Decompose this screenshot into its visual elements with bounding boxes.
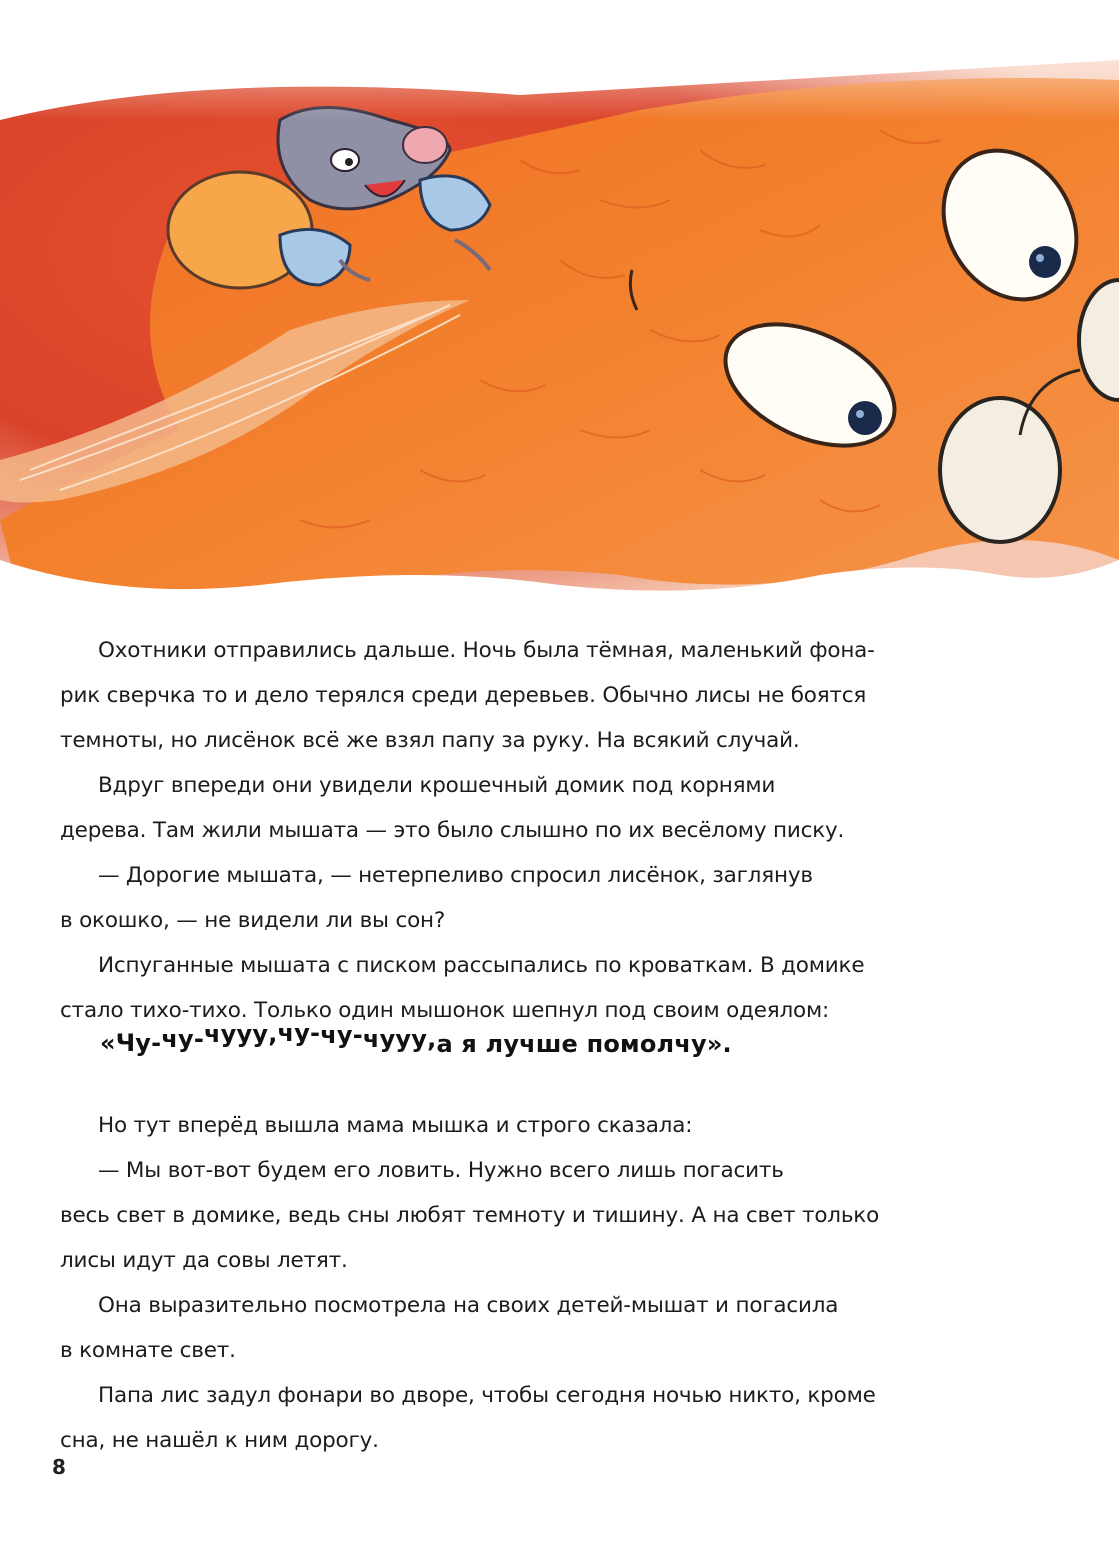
text-line: весь свет в домике, ведь сны любят темноту и тишину. А на свет только (60, 1203, 880, 1228)
paragraph (60, 1103, 1060, 1148)
text-line: в окошко, — не видели ли вы сон? (60, 908, 446, 933)
text-line: рик сверчка то и дело терялся среди деревьев. Обычно лисы не боятся (60, 683, 867, 708)
text-line: Охотники отправились дальше. Ночь была тёмная, маленький фона- (98, 638, 875, 663)
paragraph (60, 628, 1060, 763)
paragraph (60, 853, 1060, 943)
chant-part: чууу, (204, 1020, 278, 1048)
text-line: темноты, но лисёнок всё же взял папу за руку. На всякий случай. (60, 728, 800, 753)
chant-part: а я лучше помолчу». (436, 1030, 732, 1058)
text-line: Вдруг впереди они увидели крошечный домик под корнями (98, 773, 776, 798)
chant-part: чууу, (362, 1025, 437, 1053)
story-text-continued (60, 1103, 1060, 1463)
paragraph (60, 763, 1060, 853)
page-number: 8 (52, 1455, 66, 1479)
chant-part: чу- (320, 1021, 363, 1049)
text-line: лисы идут да совы летят. (60, 1248, 348, 1273)
text-line: — Мы вот-вот будем его ловить. Нужно всего лишь погасить (98, 1158, 784, 1183)
mouse-eye (331, 149, 359, 171)
mouse-nose (403, 127, 447, 163)
chant-part: чу- (161, 1025, 204, 1053)
text-line: стало тихо-тихо. Только один мышонок шепнул под своим одеялом: (60, 998, 830, 1023)
chant-part: чу- (277, 1019, 321, 1047)
paragraph (60, 1148, 1060, 1283)
text-line: Она выразительно посмотрела на своих детей-мышат и погасила (98, 1293, 839, 1318)
text-line: Испуганные мышата с писком рассыпались по кроваткам. В домике (98, 953, 865, 978)
fox-and-mouse-illustration (0, 0, 1119, 610)
mouse-chant (100, 1019, 732, 1058)
text-line: дерева. Там жили мышата — это было слышно по их весёлому писку. (60, 818, 845, 843)
paragraph (60, 1373, 1060, 1463)
illustration-svg (0, 0, 1119, 610)
text-line: — Дорогие мышата, — нетерпеливо спросил лисёнок, заглянув (98, 863, 813, 888)
paragraph (60, 1283, 1060, 1373)
story-text (60, 628, 1060, 1033)
text-line: Папа лис задул фонари во дворе, чтобы сегодня ночью никто, кроме (98, 1383, 876, 1408)
text-line: Но тут вперёд вышла мама мышка и строго сказала: (98, 1113, 693, 1138)
chant-part: «Чу- (100, 1029, 162, 1057)
text-line: сна, не нашёл к ним дорогу. (60, 1428, 379, 1453)
text-line: в комнате свет. (60, 1338, 236, 1363)
